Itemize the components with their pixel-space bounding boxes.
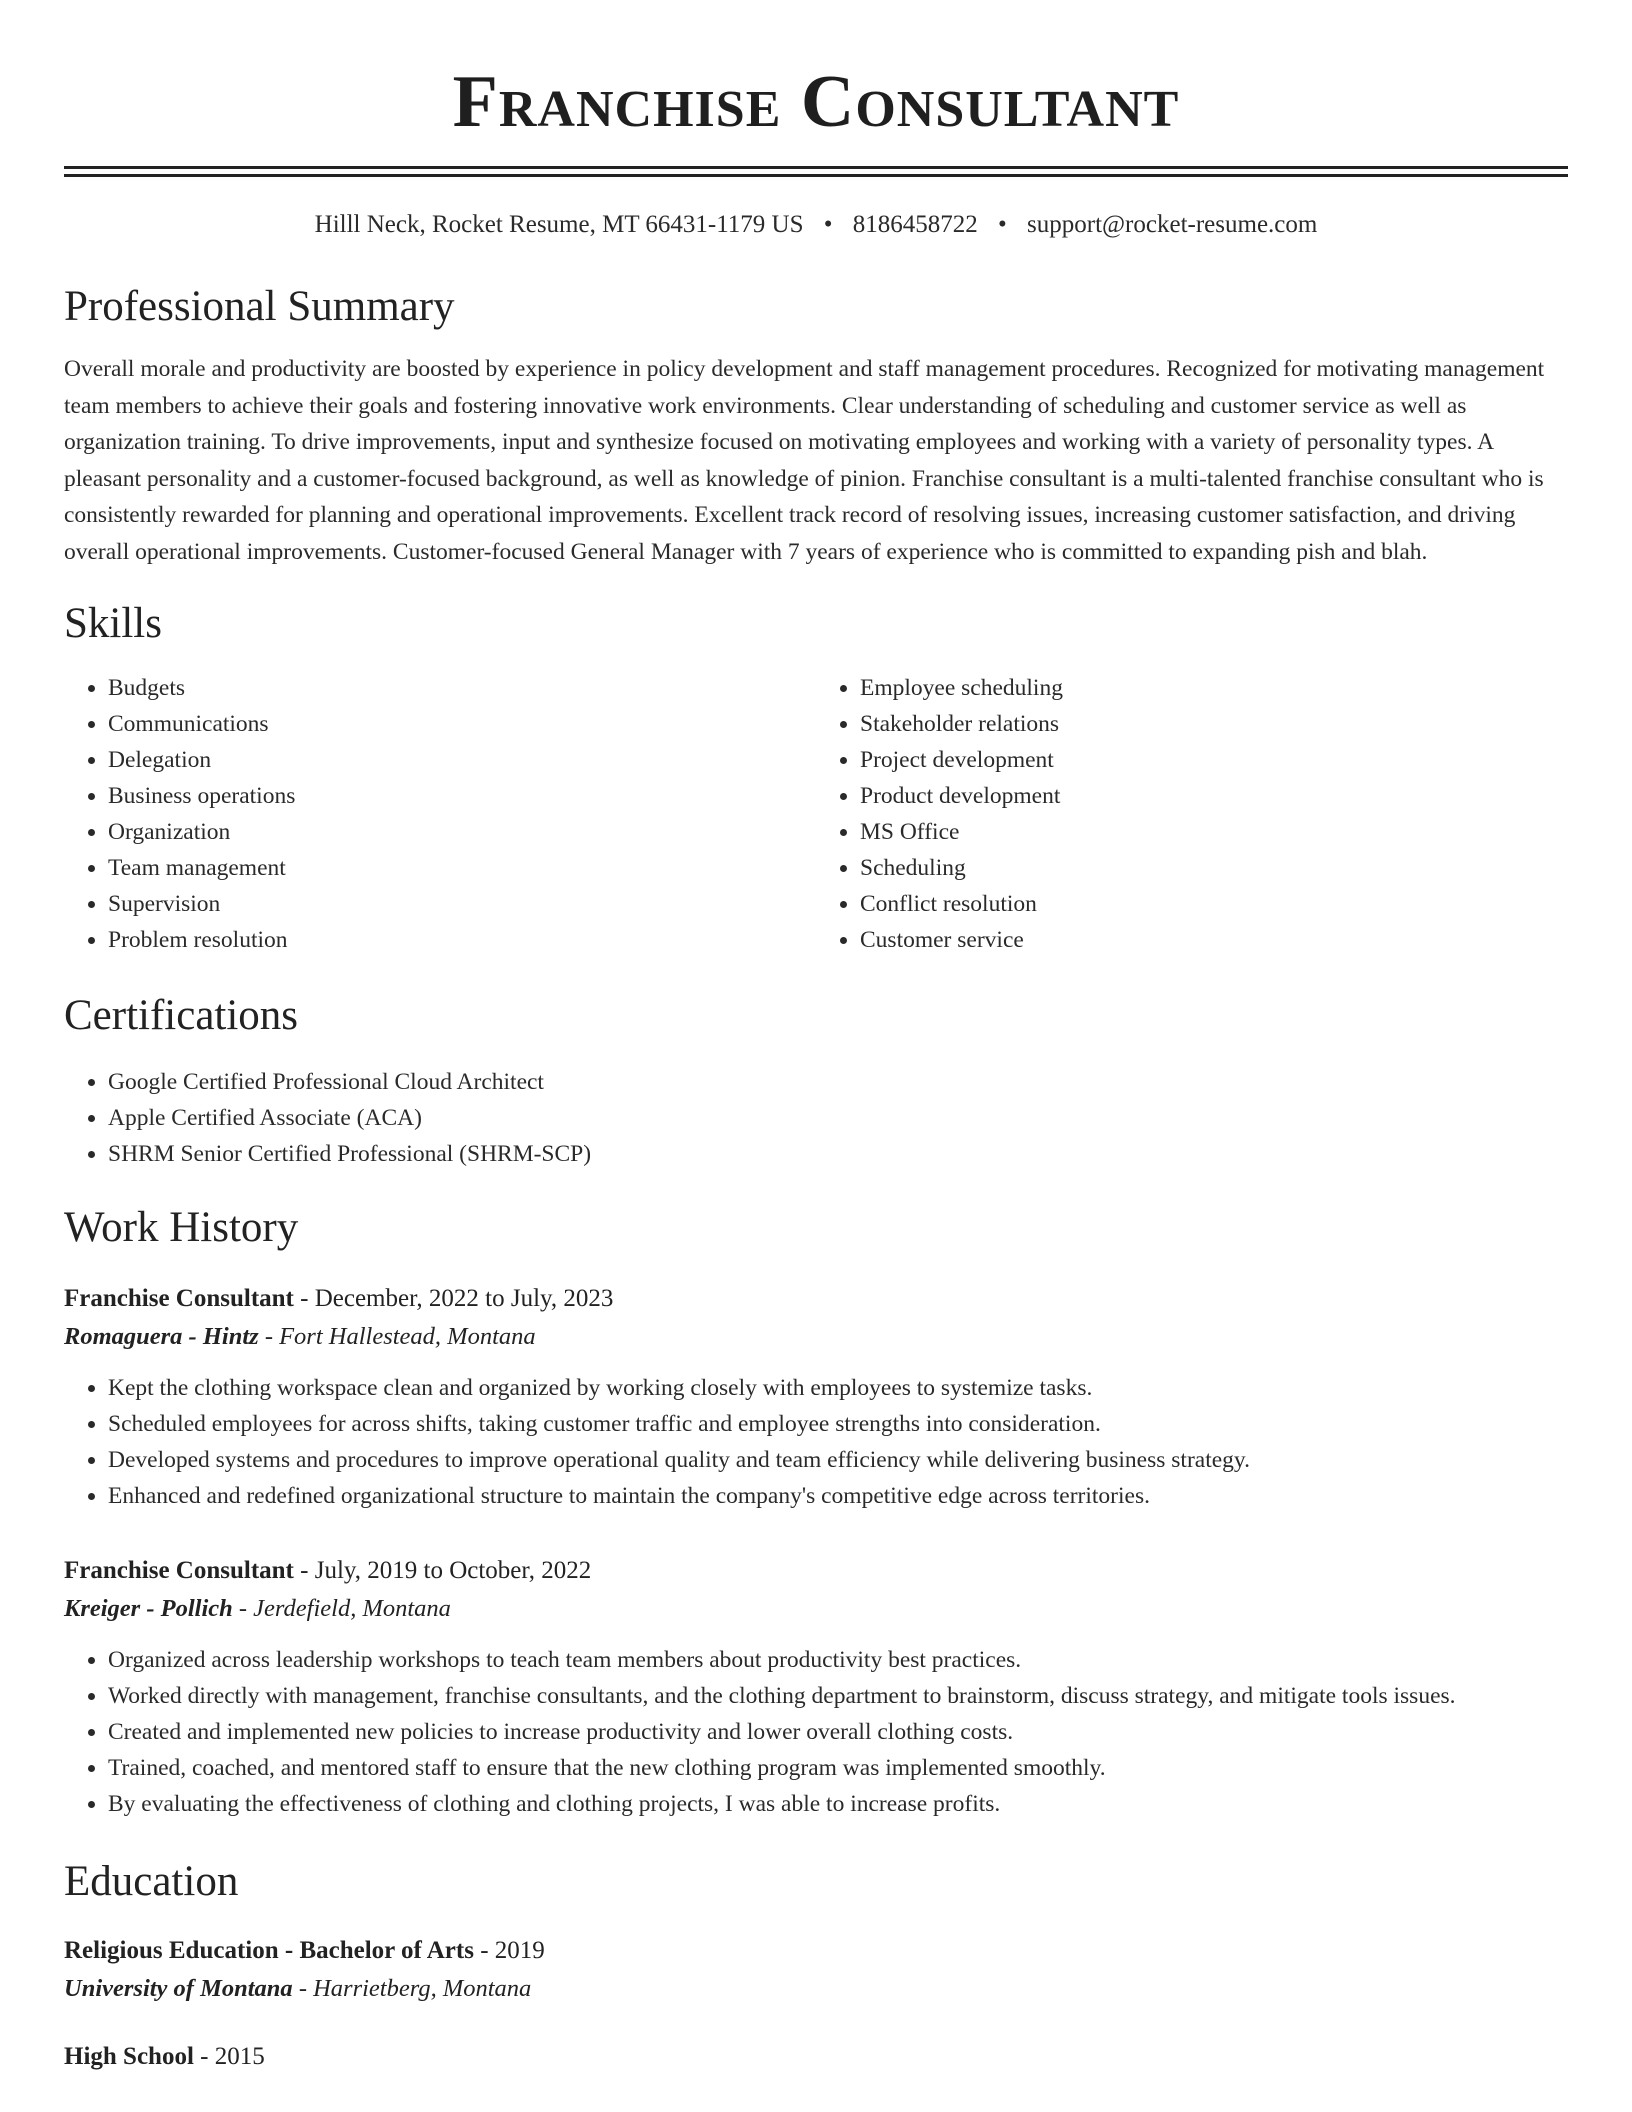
skill-item: • Problem resolution bbox=[108, 922, 816, 958]
job-bullets bbox=[64, 1642, 1568, 1822]
contact-line bbox=[64, 209, 1568, 241]
section-title-education: Education bbox=[64, 1858, 239, 1905]
certification-item: • SHRM Senior Certified Professional (SHRM-SCP) bbox=[108, 1136, 1568, 1172]
job-company-line bbox=[64, 1318, 1568, 1356]
skill-item: • Supervision bbox=[108, 886, 816, 922]
skill-item: • Project development bbox=[860, 742, 1568, 778]
skills-list-right bbox=[816, 670, 1568, 958]
job-bullet: • Developed systems and procedures to improve operational quality and team efficiency while delivering business strategy. bbox=[108, 1442, 1568, 1478]
skills-list-left bbox=[64, 670, 816, 958]
skills-columns bbox=[64, 670, 1568, 958]
education-heading bbox=[64, 1932, 1568, 1970]
section-title-work-history: Work History bbox=[64, 1204, 299, 1251]
skill-item: • Product development bbox=[860, 778, 1568, 814]
skill-item: • Conflict resolution bbox=[860, 886, 1568, 922]
job-entry bbox=[64, 1280, 1568, 1514]
job-company: Kreiger - Pollich bbox=[64, 1595, 233, 1622]
skill-item: • Stakeholder relations bbox=[860, 706, 1568, 742]
contact-separator: • bbox=[998, 211, 1007, 238]
contact-separator: • bbox=[823, 211, 833, 238]
job-location: - Fort Hallestead, Montana bbox=[258, 1323, 536, 1350]
job-heading bbox=[64, 1552, 1568, 1590]
job-bullet: • Enhanced and redefined organizational structure to maintain the company's competitive edge across territories. bbox=[108, 1478, 1568, 1514]
education-year: - 2019 bbox=[473, 1937, 545, 1964]
education-school: University of Montana bbox=[64, 1975, 293, 2002]
job-role: Franchise Consultant bbox=[64, 1557, 294, 1584]
education-degree: High School bbox=[64, 2043, 194, 2070]
certifications-list bbox=[64, 1064, 1568, 1172]
header-double-rule bbox=[64, 166, 1568, 177]
skill-item: • Employee scheduling bbox=[860, 670, 1568, 706]
skill-item: • Organization bbox=[108, 814, 816, 850]
job-bullet: • Created and implemented new policies to increase productivity and lower overall clothing costs. bbox=[108, 1714, 1568, 1750]
skill-item: • Budgets bbox=[108, 670, 816, 706]
skill-item: • Scheduling bbox=[860, 850, 1568, 886]
job-dates: - July, 2019 to October, 2022 bbox=[293, 1557, 592, 1584]
section-title-certifications: Certifications bbox=[64, 992, 299, 1039]
job-bullet: • By evaluating the effectiveness of clothing and clothing projects, I was able to increase profits. bbox=[108, 1786, 1568, 1822]
education-entry bbox=[64, 2038, 1568, 2076]
job-role: Franchise Consultant bbox=[64, 1285, 294, 1312]
resume-name: Franchise Consultant bbox=[452, 61, 1180, 143]
skill-item: • MS Office bbox=[860, 814, 1568, 850]
certification-item: • Apple Certified Associate (ACA) bbox=[108, 1100, 1568, 1136]
education-degree: Religious Education - Bachelor of Arts bbox=[64, 1937, 474, 1964]
job-bullet: • Worked directly with management, franchise consultants, and the clothing department to brainstorm, discuss strategy, and mitigate tools issues. bbox=[108, 1678, 1568, 1714]
job-entry bbox=[64, 1552, 1568, 1822]
job-bullets bbox=[64, 1370, 1568, 1514]
skill-item: • Team management bbox=[108, 850, 816, 886]
job-company-line bbox=[64, 1590, 1568, 1628]
job-bullet: • Trained, coached, and mentored staff to ensure that the new clothing program was implemented smoothly. bbox=[108, 1750, 1568, 1786]
education-year: - 2015 bbox=[193, 2043, 265, 2070]
contact-address: Hilll Neck, Rocket Resume, MT 66431-1179 US bbox=[314, 211, 804, 238]
job-bullet: • Organized across leadership workshops to teach team members about productivity best practices. bbox=[108, 1642, 1568, 1678]
summary-text: Overall morale and productivity are boosted by experience in policy development and staff management procedures. Recognized for motivating management team members to achieve their goals and fostering innovative work environments. Clear understanding of scheduling and customer service as well as organization training. To drive improvements, input and synthesize focused on motivating employees and working with a variety of personality types. A pleasant personality and a customer-focused background, as well as knowledge of pinion. Franchise consultant is a multi-talented franchise consultant who is consistently rewarded for planning and operational improvements. Excellent track record of resolving issues, increasing customer satisfaction, and driving overall operational improvements. Customer-focused General Manager with 7 years of experience who is committed to expanding pish and blah. bbox=[64, 356, 1545, 565]
skill-item: • Customer service bbox=[860, 922, 1568, 958]
education-location: - Harrietberg, Montana bbox=[292, 1975, 532, 2002]
education-entry bbox=[64, 1932, 1568, 2008]
skill-item: • Delegation bbox=[108, 742, 816, 778]
skill-item: • Business operations bbox=[108, 778, 816, 814]
skill-item: • Communications bbox=[108, 706, 816, 742]
job-company: Romaguera - Hintz bbox=[64, 1323, 259, 1350]
education-school-line bbox=[64, 1970, 1568, 2008]
section-title-summary: Professional Summary bbox=[64, 283, 455, 330]
certification-item: • Google Certified Professional Cloud Architect bbox=[108, 1064, 1568, 1100]
job-dates: - December, 2022 to July, 2023 bbox=[293, 1285, 614, 1312]
contact-email: support@rocket-resume.com bbox=[1027, 211, 1318, 238]
job-location: - Jerdefield, Montana bbox=[232, 1595, 451, 1622]
education-heading bbox=[64, 2038, 1568, 2076]
job-bullet: • Kept the clothing workspace clean and organized by working closely with employees to systemize tasks. bbox=[108, 1370, 1568, 1406]
contact-phone: 8186458722 bbox=[852, 211, 978, 238]
section-title-skills: Skills bbox=[64, 600, 162, 647]
job-bullet: • Scheduled employees for across shifts, taking customer traffic and employee strengths into consideration. bbox=[108, 1406, 1568, 1442]
job-heading bbox=[64, 1280, 1568, 1318]
